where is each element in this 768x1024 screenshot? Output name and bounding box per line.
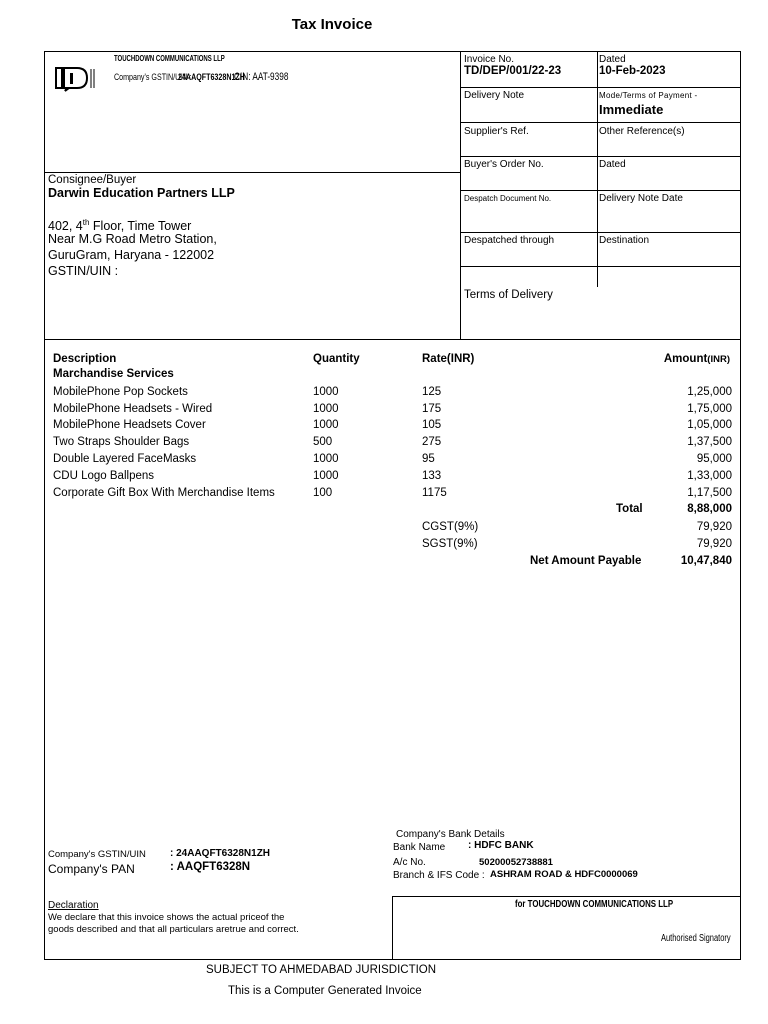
item-description: Corporate Gift Box With Merchandise Items [53,487,275,499]
buyer-address-line3: GuruGram, Haryana - 122002 [48,248,215,262]
delivery-note-date-label: Delivery Note Date [599,193,683,204]
for-company-label: for TOUCHDOWN COMMUNICATIONS LLP [515,898,674,910]
item-quantity: 100 [313,487,333,499]
total-label: Total [616,503,643,515]
seller-gstin-label: Company's GSTIN/UIN : [114,72,192,83]
amount-header-unit: (INR) [707,354,730,365]
buyers-order-label: Buyer's Order No. [464,159,544,170]
item-quantity: 1000 [313,419,339,431]
col-header-rate: Rate(INR) [422,353,475,365]
signature-box-left [392,896,393,960]
item-amount: 1,37,500 [687,436,732,448]
total-value: 8,88,000 [687,503,732,515]
item-description: MobilePhone Headsets Cover [53,419,206,431]
address-floor-number: 402, 4 [48,219,83,234]
item-amount: 1,75,000 [687,403,732,415]
seller-name: TOUCHDOWN COMMUNICATIONS LLP [114,54,225,63]
terms-of-delivery-label: Terms of Delivery [464,289,553,301]
item-rate: 1175 [422,487,447,499]
header-rule [460,266,741,267]
item-description: MobilePhone Pop Sockets [53,386,188,398]
item-rate: 175 [422,403,442,415]
buyer-gstin-label: GSTIN/UIN : [48,264,119,278]
net-amount-value: 10,47,840 [680,555,732,567]
item-quantity: 1000 [313,453,339,465]
header-rule [460,87,741,88]
item-rate: 275 [422,436,442,448]
col-header-description: Description [53,353,117,365]
seller-gstin: 24AAQFT6328N1ZH [178,72,245,83]
declaration-line1: We declare that this invoice shows the actual priceof the [48,912,285,923]
buyer-name: Darwin Education Partners LLP [48,186,235,200]
item-description: MobilePhone Headsets - Wired [53,403,213,415]
item-quantity: 1000 [313,403,339,415]
address-superscript: th [82,218,90,227]
declaration-line2: goods described and that all particulars aretrue and correct. [48,924,299,935]
mode-label: Mode/Terms of Payment - [599,91,698,100]
account-no-value: 50200052738881 [479,857,553,868]
suppliers-ref-label: Supplier's Ref. [464,126,529,137]
bank-name-value: : HDFC BANK [468,840,534,851]
item-amount: 95,000 [696,453,732,465]
company-logo [55,64,99,92]
destination-label: Destination [599,235,650,246]
signature-box-top [392,896,741,897]
col-header-quantity: Quantity [313,353,360,365]
item-description: CDU Logo Ballpens [53,470,155,482]
computer-generated-note: This is a Computer Generated Invoice [228,985,422,997]
header-rule [460,156,741,157]
item-rate: 105 [422,419,442,431]
sgst-label: SGST(9%) [422,538,478,550]
dated2-label: Dated [599,159,626,170]
branch-value: ASHRAM ROAD & HDFC0000069 [490,869,638,880]
buyer-label: Consignee/Buyer [48,174,137,186]
item-quantity: 500 [313,436,333,448]
invoice-no-label: Invoice No. [464,54,515,65]
net-amount-label: Net Amount Payable [530,555,642,567]
col-header-amount [560,353,730,365]
item-amount: 1,33,000 [687,470,732,482]
item-quantity: 1000 [313,470,339,482]
item-quantity: 1000 [313,386,339,398]
footer-gstin-value: : 24AAQFT6328N1ZH [170,848,271,859]
buyer-address-line1 [48,218,191,233]
address-building: Floor, Time Tower [89,219,192,234]
header-rule [460,232,741,233]
bank-details-title: Company's Bank Details [396,829,505,840]
item-amount: 1,17,500 [687,487,732,499]
header-bottom-rule [44,339,741,340]
item-rate: 133 [422,470,442,482]
authorised-signatory-label: Authorised Signatory [661,933,731,944]
cgst-value: 79,920 [696,521,732,533]
dated-value: 10-Feb-2023 [599,65,666,77]
account-no-label: A/c No. [393,857,426,868]
header-divider [460,51,461,339]
footer-pan-label: Company's PAN [48,862,135,876]
amount-header-text: Amount [663,353,708,365]
buyer-address-line2: Near M.G Road Metro Station, [48,232,217,246]
seller-gstin-line [114,67,307,85]
declaration-title: Declaration [48,900,99,911]
invoice-title: Tax Invoice [291,16,373,33]
header-rule [460,190,741,191]
other-ref-label: Other Reference(s) [599,126,685,137]
mode-value: Immediate [599,102,664,117]
footer-pan-value: : AAQFT6328N [170,861,251,873]
seller-cin: CIN: AAT-9398 [234,71,289,83]
item-amount: 1,05,000 [687,419,732,431]
item-description: Double Layered FaceMasks [53,453,197,465]
section-title: Marchandise Services [53,368,174,380]
bank-name-label: Bank Name [393,842,446,853]
despatch-doc-label: Despatch Document No. [464,194,552,203]
delivery-note-label: Delivery Note [464,90,525,101]
header-rule [460,122,741,123]
despatched-through-label: Despatched through [464,235,555,246]
item-rate: 95 [422,453,435,465]
item-rate: 125 [422,386,442,398]
item-amount: 1,25,000 [687,386,732,398]
jurisdiction-note: SUBJECT TO AHMEDABAD JURISDICTION [206,964,437,976]
buyer-rule [44,172,460,173]
dated-label: Dated [599,54,626,65]
cgst-label: CGST(9%) [422,521,479,533]
item-description: Two Straps Shoulder Bags [53,436,190,448]
footer-gstin-label: Company's GSTIN/UIN [48,849,146,860]
invoice-no: TD/DEP/001/22-23 [464,65,562,77]
sgst-value: 79,920 [696,538,732,550]
branch-label: Branch & IFS Code : [393,870,485,881]
